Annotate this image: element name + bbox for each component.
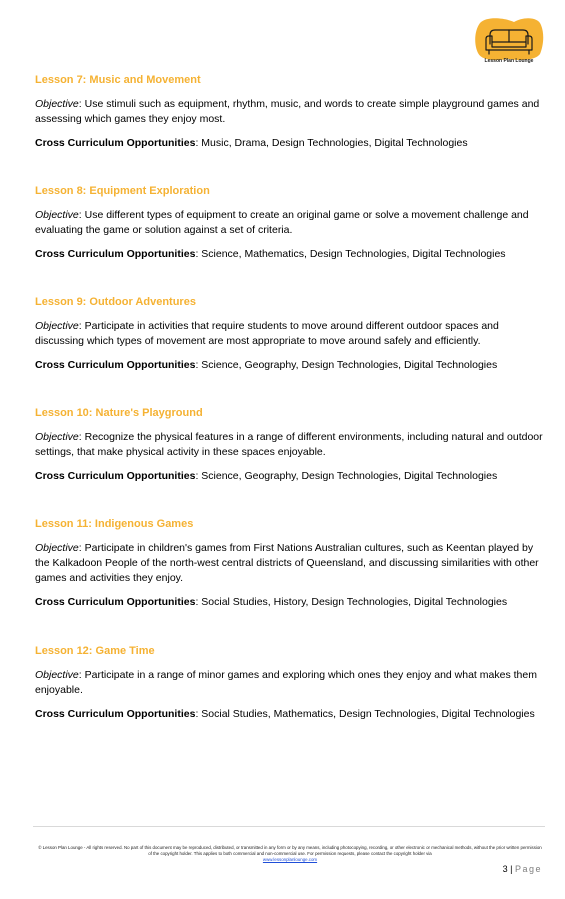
- lesson-objective: [35, 668, 545, 698]
- cross-curriculum-text: : Science, Geography, Design Technologies, Digital Technologies: [195, 470, 498, 482]
- lesson-section: [35, 644, 545, 722]
- lesson-title: Lesson 9: Outdoor Adventures: [35, 296, 196, 308]
- lesson-title: Lesson 12: Game Time: [35, 645, 155, 657]
- lesson-title: Lesson 10: Nature's Playground: [35, 407, 203, 419]
- lesson-cross-curriculum: [35, 595, 545, 610]
- page-number-separator: |: [510, 864, 513, 874]
- page-label: Page: [514, 864, 542, 874]
- lesson-title: Lesson 7: Music and Movement: [35, 74, 201, 86]
- lesson-objective: [35, 430, 545, 460]
- page-number: [503, 864, 542, 874]
- objective-text: : Use stimuli such as equipment, rhythm, music, and words to create simple playground games and assessing which games they enjoy most.: [35, 98, 540, 125]
- logo: [474, 17, 544, 71]
- logo-mark: [474, 17, 544, 61]
- objective-text: : Participate in activities that require students to move around different outdoor spaces and discussing which types of movement are most appropriate to move around safely and efficiently.: [35, 320, 499, 347]
- cross-curriculum-label: Cross Curriculum Opportunities: [35, 708, 196, 720]
- lesson-objective: [35, 97, 545, 127]
- lesson-section: [35, 295, 545, 373]
- cross-curriculum-label: Cross Curriculum Opportunities: [35, 359, 196, 371]
- lesson-section: [35, 406, 545, 484]
- objective-label: Objective: [35, 98, 79, 110]
- page-number-value: 3: [502, 864, 508, 874]
- cross-curriculum-label: Cross Curriculum Opportunities: [35, 137, 196, 149]
- cross-curriculum-text: : Music, Drama, Design Technologies, Digital Technologies: [195, 137, 468, 149]
- lesson-title: Lesson 8: Equipment Exploration: [35, 185, 210, 197]
- lesson-objective: [35, 319, 545, 349]
- objective-text: : Participate in children's games from First Nations Australian cultures, such as Keentan played by the Kalkadoon People of the north-west central districts of Queensland, and discussing similarities with other games and activities they enjoy.: [35, 542, 539, 584]
- cross-curriculum-text: : Social Studies, Mathematics, Design Technologies, Digital Technologies: [195, 708, 535, 720]
- objective-label: Objective: [35, 209, 79, 221]
- objective-text: : Recognize the physical features in a range of different environments, including natural and outdoor settings, that make physical activity in these spaces enjoyable.: [35, 431, 543, 458]
- footer-copyright: [38, 845, 542, 863]
- cross-curriculum-text: : Science, Geography, Design Technologies, Digital Technologies: [195, 359, 498, 371]
- cross-curriculum-label: Cross Curriculum Opportunities: [35, 470, 196, 482]
- objective-text: : Participate in a range of minor games and exploring which ones they enjoy and what makes them enjoyable.: [35, 669, 537, 696]
- copyright-text: © Lesson Plan Lounge - All rights reserved. No part of this document may be reproduced, distributed, or transmitted in any form or by any means, including photocopying, recording, or other electronic or mechanical methods, without the prior written permission of the copyright holder. This applies to both commercial and non-commercial use. For permission requests, please contact the copyright holder via: [38, 845, 542, 856]
- lesson-cross-curriculum: [35, 469, 545, 484]
- cross-curriculum-label: Cross Curriculum Opportunities: [35, 248, 196, 260]
- lesson-section: [35, 517, 545, 610]
- lesson-cross-curriculum: [35, 247, 545, 262]
- lesson-objective: [35, 208, 545, 238]
- lesson-cross-curriculum: [35, 136, 545, 151]
- objective-label: Objective: [35, 542, 79, 554]
- objective-label: Objective: [35, 320, 79, 332]
- website-link[interactable]: www.lessonplanlounge.com: [262, 857, 318, 862]
- cross-curriculum-text: : Science, Mathematics, Design Technologies, Digital Technologies: [195, 248, 506, 260]
- lesson-title: Lesson 11: Indigenous Games: [35, 518, 194, 530]
- lesson-cross-curriculum: [35, 358, 545, 373]
- footer-divider: [33, 826, 545, 827]
- objective-text: : Use different types of equipment to create an original game or solve a movement challenge and evaluating the game or solution against a set of criteria.: [35, 209, 529, 236]
- lesson-cross-curriculum: [35, 707, 545, 722]
- logo-text: Lesson Plan Lounge: [484, 58, 534, 64]
- cross-curriculum-label: Cross Curriculum Opportunities: [35, 596, 196, 608]
- objective-label: Objective: [35, 431, 79, 443]
- cross-curriculum-text: : Social Studies, History, Design Technologies, Digital Technologies: [195, 596, 508, 608]
- objective-label: Objective: [35, 669, 79, 681]
- lesson-objective: [35, 541, 545, 586]
- lesson-section: [35, 73, 545, 151]
- lesson-section: [35, 184, 545, 262]
